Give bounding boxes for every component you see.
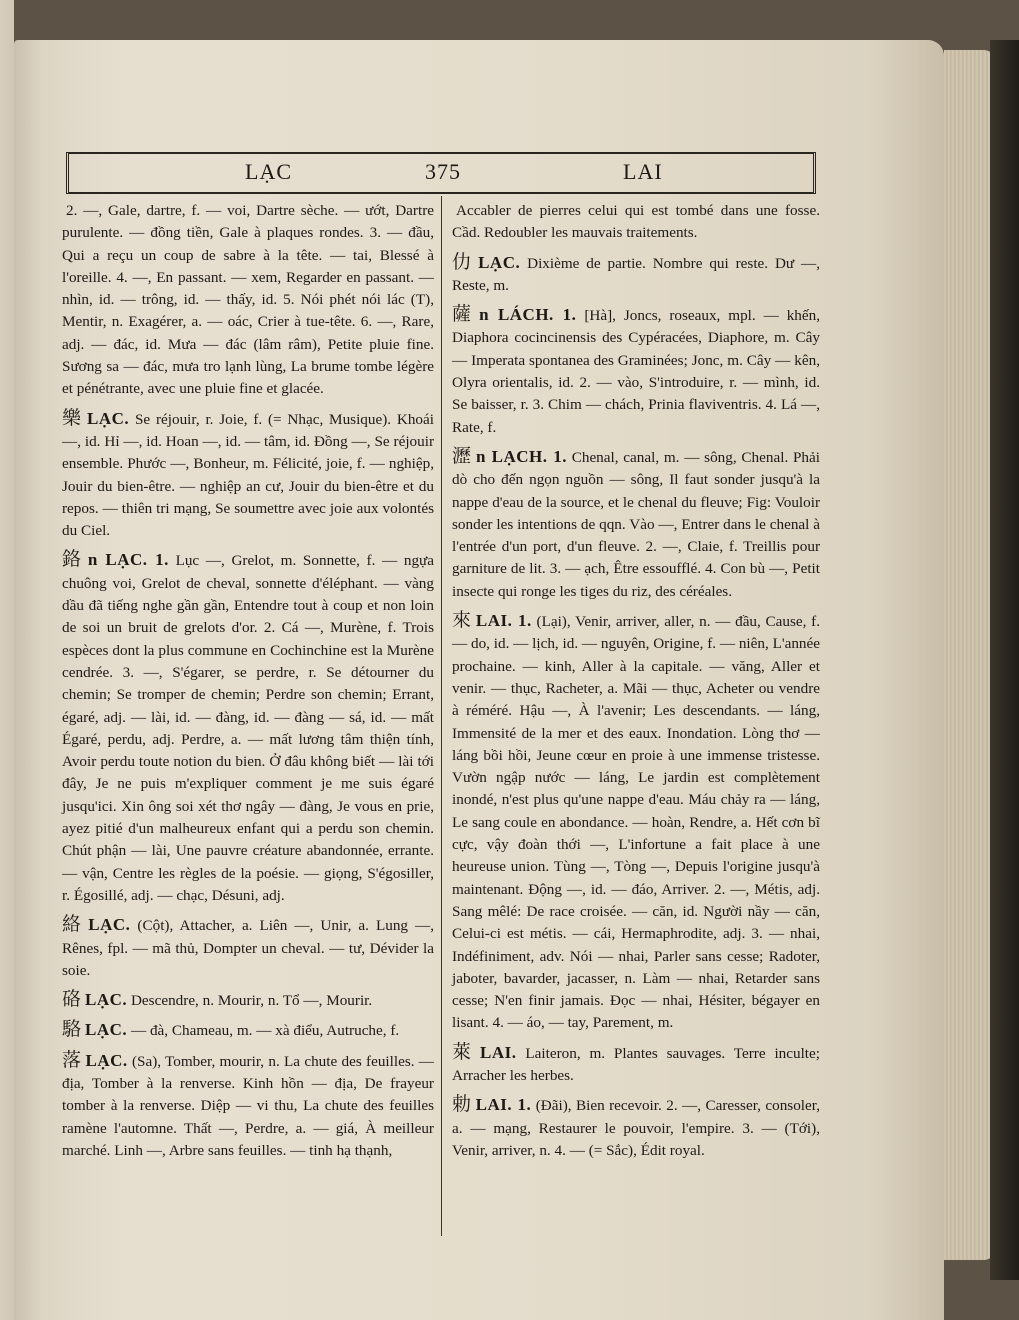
entry-text: Accabler de pierres celui qui est tombé dans une fosse. Cầd. Redoubler les mauvais traitements.: [452, 202, 820, 242]
entry-text: (Lại), Venir, arriver, aller, n. — đầu, Cause, f. — do, id. — lịch, id. — nguyên, Origine, f. — niên, L'année prochaine. — kinh, Aller à la capitale. — văng, Aller et venir. — thục, Racheter, a. Mãi — thục, Acheter ou vendre à réméré. Hậu —, À l'avenir; Les descendants. — láng, Immensité de la mer et des eaux. Inondation. Lòng thơ — láng bồi hồi, Jeune cœur en proie à une immense tristesse. Vườn ngập nước — láng, Le jardin est complètement inondé, n'est plus qu'une nappe d'eau. Máu chảy ra — láng, Le sang coule en abondance. — hoàn, Rendre, a. Hết cơn bĩ cực, vậy đoàn thới —, L'infortune a fait place à une heureuse union. Tùng —, Tòng —, Depuis l'origine jusqu'à maintenant. Động —, id. — đáo, Arriver. 2. —, Métis, adj. Sang mêlé: De race croisée. — căn, id. Người nầy — căn, Celui-ci est métis. — cái, Hermaphrodite, adj. 3. — nhai, Indéfiniment, adv. Nói — nhai, Parler sans cesse; Radoter, jaboter, bavarder, jacasser, n. Làm — nhai, Retarder sans cesse; N'en finir jamais. Đọc — nhai, Hésiter, bégayer en lisant. 4. — áo, — tay, Parement, m.: [452, 613, 821, 1032]
dictionary-entry: [62, 1049, 434, 1162]
entry-text: 2. —, Gale, dartre, f. — voi, Dartre sèche. — ướt, Dartre purulente. — đồng tiền, Gale à plaques rondes. 3. — đầu, Qui a reçu un coup de sabre à la tête. — tai, Blessé à l'oreille. 4. —, En passant. — xem, Regarder en passant. — nhìn, id. — trông, id. — thấy, id. 5. Nói phét nói lác (T), Mentir, n. Exagérer, a. — oác, Crier à tue-tête. 6. —, Rare, adj. — đác, id. Mưa — đác (lâm râm), Petite pluie fine. Sương sa — đác, mưa tro lạnh lùng, La brume tombe légère et pénétrante, avec une pluie fine et glacée.: [62, 202, 434, 398]
dictionary-entry: [452, 445, 820, 603]
dictionary-entry: [62, 1018, 434, 1042]
left-column: [62, 198, 434, 1168]
entry-text: (Sa), Tomber, mourir, n. La chute des feuilles. — địa, Tomber à la renverse. Kinh hồn — địa, De frayeur tomber à la renverse. Diệp — vi thu, La chute des feuilles ramène l'automne. Thất —, Perdre, a. — giá, À meilleur marché. Linh —, Arbre sans feuilles. — tinh hạ thạnh,: [62, 1052, 434, 1159]
entry-text: Dixième de partie. Nombre qui reste. Dư —, Reste, m.: [452, 254, 820, 294]
entry-text: (Cột), Attacher, a. Liên —, Unir, a. Lung —, Rênes, fpl. — mã thủ, Dompter un cheval. — tư, Dévider la soie.: [62, 917, 435, 979]
entry-text: (Đãi), Bien recevoir. 2. —, Caresser, consoler, a. — mạng, Restaurer le pouvoir, l'empire. 3. — (Tới), Venir, arriver, n. 4. — (= Sắc), Édit royal.: [452, 1097, 821, 1159]
right-column: [452, 198, 820, 1168]
entry-glyph: 駱: [62, 1018, 82, 1041]
dictionary-entry: [62, 988, 434, 1012]
entry-text: — đà, Chameau, m. — xà điểu, Autruche, f.: [130, 1022, 400, 1040]
entry-text: Lục —, Grelot, m. Sonnette, f. — ngựa chuông voi, Grelot de cheval, sonnette d'éléphant. — vàng dầu đã tiếng nghe gần gần, Entendre tout à coup et non loin de soi un bruit de grelots d'or. 2. Cá —, Murène, f. Trois espèces dont la plus commune en Cochinchine est la Murène cendrée. 3. —, S'égarer, se perdre, r. Se détourner du chemin; Se tromper de chemin; Perdre son chemin; Errant, égaré, adj. — lài, id. — đàng, id. — đàng — sá, id. — mất Égaré, perdu, adj. Perdre, a. — mất lương tâm thiện tính, Avoir perdu toute notion du bien. Ở đâu không biết — lài tới đây, Je ne puis m'expliquer comment je me suis égaré jusqu'ici. Xin ông soi xét thơ ngây — đàng, Je vous en prie, ayez pitié d'un malheureux enfant qui a perdu son chemin. Chút phận — lài, Une pauvre créature abandonnée, errante. — vận, Centre les règles de la poésie. — giọng, S'égosiller, r. Égosillé, adj. — chạc, Désuni, adj.: [62, 552, 435, 904]
entry-glyph: 落: [62, 1048, 82, 1071]
header-left-word: LẠC: [245, 159, 292, 184]
entry-glyph: 薩: [452, 303, 476, 326]
dictionary-entry: [62, 913, 434, 982]
entry-headword: n LẠCH. 1.: [475, 446, 567, 466]
entry-text: Descendre, n. Mourir, n. Tổ —, Mourir.: [130, 992, 373, 1010]
page-stack-edge: [944, 50, 994, 1260]
page-number: 375: [425, 159, 461, 184]
dictionary-entry: [452, 303, 820, 439]
dictionary-entry: [452, 198, 820, 245]
entry-glyph: 瀝: [452, 444, 472, 467]
dictionary-entry: [452, 609, 820, 1035]
entry-glyph: 來: [452, 609, 472, 632]
dictionary-entry: [62, 407, 434, 543]
entry-headword: LAI.: [480, 1042, 517, 1062]
entry-headword: LẠC.: [85, 990, 128, 1010]
entry-glyph: 絡: [62, 913, 85, 936]
book-cover: [990, 40, 1019, 1280]
entry-glyph: 萊: [452, 1040, 477, 1063]
header-right-word: LAI: [623, 159, 663, 184]
entry-text: [Hà], Joncs, roseaux, mpl. — khến, Diaphora cocincinensis des Cypéracées, Diaphore, m. Cây — Imperata spontanea des Graminées; Jonc, m. Cây — kên, Olyra orientalis, id. 2. — vào, S'introduire, r. — mình, id. Se baisser, r. 3. Chim — chách, Prinia flaviventris. 4. Lá —, Rate, f.: [452, 307, 821, 436]
dictionary-entry: [452, 1093, 820, 1162]
column-divider: [441, 196, 442, 1236]
entry-glyph: 硌: [62, 988, 82, 1011]
entry-glyph: 鉻: [62, 548, 84, 571]
entry-text: Se réjouir, r. Joie, f. (= Nhạc, Musique). Khoái —, id. Hỉ —, id. Hoan —, id. — tâm, id. Đồng —, Se réjouir ensemble. Phước —, Bonheur, m. Félicité, joie, f. — nghiệp, Jouir du bien-être. — nghiệp an cư, Jouir du bien-être et du repos. — thiên tri mạng, Se soumettre avec joie aux volontés du Ciel.: [62, 410, 434, 540]
entry-text: Chenal, canal, m. — sông, Chenal. Phải dò cho đến ngọn nguồn — sông, Il faut sonder jusqu'à la nappe d'eau de la source, et le chenal du fleuve; Fig: Vouloir sonder les intentions de qqn. Vào —, Entrer dans le chenal à l'entrée d'un port, d'un fleuve. 2. —, Claie, f. Treillis pour garniture de lit. 3. — ạch, Être essoufflé. 4. Con bù —, Petit insecte qui ronge les tiges du riz, des céréales.: [452, 448, 820, 600]
dictionary-entry: [62, 548, 434, 907]
entry-headword: LAI. 1.: [475, 1095, 532, 1115]
entry-headword: LAI. 1.: [475, 611, 532, 631]
dictionary-entry: [452, 251, 820, 298]
dictionary-entry: [62, 198, 434, 401]
entry-glyph: 仂: [452, 250, 475, 273]
entry-headword: n LÁCH. 1.: [479, 305, 577, 325]
entry-headword: LẠC.: [85, 1020, 128, 1040]
entry-headword: LẠC.: [85, 1050, 128, 1070]
entry-headword: LẠC.: [87, 408, 130, 428]
entry-text: Laiteron, m. Plantes sauvages. Terre inculte; Arracher les herbes.: [452, 1044, 820, 1084]
entry-headword: LẠC.: [478, 252, 521, 272]
running-header: [66, 152, 816, 194]
entry-glyph: 樂: [62, 406, 84, 429]
entry-headword: n LẠC. 1.: [87, 550, 169, 570]
facing-page-edge: [0, 0, 14, 1320]
entry-glyph: 勅: [452, 1093, 472, 1116]
dictionary-entry: [452, 1041, 820, 1088]
entry-headword: LẠC.: [88, 915, 131, 935]
